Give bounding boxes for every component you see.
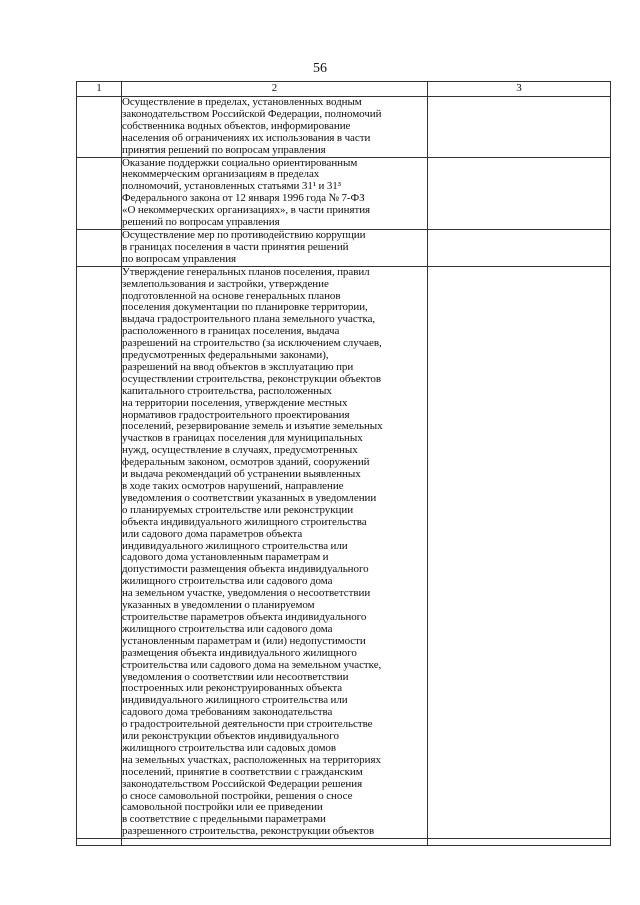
table-cell-empty [428,266,611,839]
document-table [76,81,611,846]
table-row-spacer [77,839,611,846]
table-row [77,157,611,229]
table-row [77,97,611,158]
page-number: 56 [313,61,327,76]
table-row [77,266,611,839]
table-cell-text: Оказание поддержки социально ориентированным некоммерческим организациям в пределах полномочий, установленных статьями 31¹ и 31³ Федерального закона от 12 января 1996 года № 7-ФЗ «О некоммерческих организациях», в части принятия решений по вопросам управления [122,157,428,229]
table-cell-empty [428,839,611,846]
column-header-2: 2 [122,82,428,97]
table-cell-text: Осуществление в пределах, установленных водным законодательством Российской Федерации, полномочий собственника водных объектов, информирование населения об ограничениях их использования в части принятия решений по вопросам управления [122,97,428,158]
table-cell-text: Осуществление мер по противодействию коррупции в границах поселения в части принятия решений по вопросам управления [122,229,428,266]
table-cell-empty [77,157,122,229]
table-cell-empty [428,229,611,266]
table-cell-empty [77,229,122,266]
table-cell-text: Утверждение генеральных планов поселения, правил землепользования и застройки, утверждение подготовленной на основе генеральных планов поселения документации по планировке территории, выдача градостроительного плана земельного участка, расположенного в границах поселения, выдача разрешений на строительство (за исключением случаев, предусмотренных федеральными законами), разрешений на ввод объектов в эксплуатацию при осуществлении строительства, реконструкции объектов капитального строительства, расположенных на территории поселения, утверждение местных нормативов градостроительного проектирования поселений, резервирование земель и изъятие земельных участков в границах поселения для муниципальных нужд, осуществление в случаях, предусмотренных федеральным законом, осмотров зданий, сооружений и выдача рекомендаций об устранении выявленных в ходе таких осмотров нарушений, направление уведомления о соответствии указанных в уведомлении о планируемых строительстве или реконструкции объекта индивидуального жилищного строительства или садового дома параметров объекта индивидуального жилищного строительства или садового дома установленным параметрам и допустимости размещения объекта индивидуального жилищного строительства или садового дома на земельном участке, уведомления о несоответствии указанных в уведомлении о планируемом строительстве параметров объекта индивидуального жилищного строительства или садового дома установленным параметрам и (или) недопустимости размещения объекта индивидуального жилищного строительства или садового дома на земельном участке, уведомления о соответствии или несоответствии построенных или реконструированных объекта индивидуального жилищного строительства или садового дома требованиям законодательства о градостроительной деятельности при строительстве или реконструкции объектов индивидуального жилищного строительства или садовых домов на земельных участках, расположенных на территориях поселений, принятие в соответствии с гражданским законодательством Российской Федерации решения о сносе самовольной постройки, решения о сносе самовольной постройки или ее приведении в соответствие с предельными параметрами разрешенного строительства, реконструкции объектов [122,266,428,839]
table-row [77,229,611,266]
table-cell-empty [428,157,611,229]
table-header-row [77,82,611,97]
table-cell-empty [428,97,611,158]
column-header-3: 3 [428,82,611,97]
table-cell-empty [122,839,428,846]
table-cell-empty [77,839,122,846]
column-header-1: 1 [77,82,122,97]
table-cell-empty [77,97,122,158]
table-cell-empty [77,266,122,839]
